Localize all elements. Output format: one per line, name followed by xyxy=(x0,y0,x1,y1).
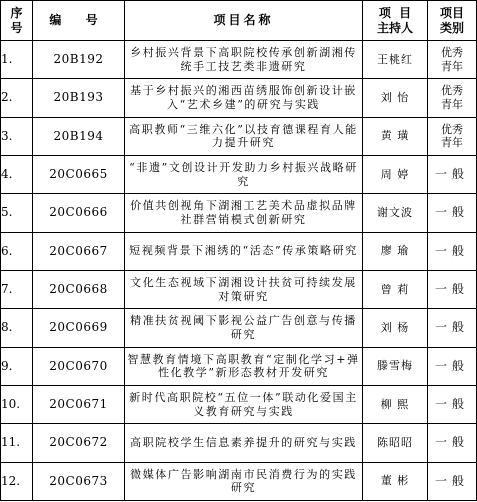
row-title: 价值共创视角下湖湘工艺美术品虚拟品牌社群营销模式创新研究 xyxy=(125,194,363,232)
row-title: 精准扶贫视阈下影视公益广告创意与传播研究 xyxy=(125,309,363,347)
row-category xyxy=(428,347,477,385)
table-row xyxy=(1,194,477,232)
header-category-line2: 类别 xyxy=(439,20,464,35)
table-row xyxy=(1,41,477,79)
row-code: 20B194 xyxy=(33,117,125,155)
header-index-line1: 序 xyxy=(10,5,23,20)
row-category-line: 一般 xyxy=(434,205,469,220)
table-row xyxy=(1,309,477,347)
row-category xyxy=(428,194,477,232)
header-row xyxy=(1,1,477,41)
row-index: 8. xyxy=(1,309,33,347)
row-host: 滕雪梅 xyxy=(363,347,428,385)
header-title: 项目名称 xyxy=(125,1,363,41)
row-index: 6. xyxy=(1,232,33,270)
row-category xyxy=(428,232,477,270)
row-category-line: 一般 xyxy=(434,473,469,488)
row-category-line: 青年 xyxy=(441,59,463,73)
row-title: 乡村振兴背景下高职院校传承创新湖湘传统手工技艺类非遗研究 xyxy=(125,41,363,79)
table-row xyxy=(1,462,477,500)
row-category xyxy=(428,79,477,117)
row-category-line: 一般 xyxy=(434,320,469,335)
row-category-line: 一般 xyxy=(434,358,469,373)
row-index: 7. xyxy=(1,270,33,308)
row-title: 新时代高职院校“五位一体”联动化爱国主义教育研究与实践 xyxy=(125,385,363,423)
table-row xyxy=(1,232,477,270)
table-row xyxy=(1,155,477,193)
row-category xyxy=(428,462,477,500)
row-category-line: 青年 xyxy=(441,136,463,150)
row-category xyxy=(428,309,477,347)
row-index: 4. xyxy=(1,155,33,193)
row-category-line: 优秀 xyxy=(441,84,463,98)
table-row xyxy=(1,424,477,462)
row-index: 11. xyxy=(1,424,33,462)
row-title: 高职教师“三维六化”以技育德课程育人能力提升研究 xyxy=(125,117,363,155)
header-index-line2: 号 xyxy=(10,20,23,35)
row-code: 20C0668 xyxy=(33,270,125,308)
table-row xyxy=(1,117,477,155)
header-host-line2: 主持人 xyxy=(376,20,413,35)
row-code: 20C0666 xyxy=(33,194,125,232)
header-host-line1: 项 目 xyxy=(378,5,412,20)
row-index: 5. xyxy=(1,194,33,232)
row-title: 短视频背景下湘绣的“活态”传承策略研究 xyxy=(125,232,363,270)
row-category-line: 一般 xyxy=(434,243,469,258)
row-category-line: 一般 xyxy=(434,167,469,182)
row-category xyxy=(428,117,477,155)
row-host: 柳 熙 xyxy=(363,385,428,423)
table-row xyxy=(1,79,477,117)
row-title: 文化生态视域下湖湘设计扶贫可持续发展对策研究 xyxy=(125,270,363,308)
row-category-line: 一般 xyxy=(434,397,469,412)
row-category xyxy=(428,424,477,462)
row-host: 陈昭昭 xyxy=(363,424,428,462)
row-title: 微媒体广告影响湖南市民消费行为的实践研究 xyxy=(125,462,363,500)
row-code: 20C0673 xyxy=(33,462,125,500)
row-category xyxy=(428,385,477,423)
row-category xyxy=(428,270,477,308)
row-code: 20C0670 xyxy=(33,347,125,385)
header-index xyxy=(1,1,33,41)
header-host xyxy=(363,1,428,41)
row-index: 1. xyxy=(1,41,33,79)
row-category-line: 一般 xyxy=(434,282,469,297)
row-host: 廖 瑜 xyxy=(363,232,428,270)
row-code: 20B192 xyxy=(33,41,125,79)
table-row xyxy=(1,347,477,385)
row-host: 周 婷 xyxy=(363,155,428,193)
table-body xyxy=(1,41,477,501)
row-code: 20C0672 xyxy=(33,424,125,462)
table-row xyxy=(1,270,477,308)
row-code: 20C0669 xyxy=(33,309,125,347)
row-category-line: 优秀 xyxy=(441,45,463,59)
row-code: 20C0671 xyxy=(33,385,125,423)
row-host: 王桃红 xyxy=(363,41,428,79)
row-index: 12. xyxy=(1,462,33,500)
row-host: 刘 怡 xyxy=(363,79,428,117)
row-code: 20C0665 xyxy=(33,155,125,193)
row-title: 智慧教育情境下高职教育“定制化学习+弹性化教学”新形态教材开发研究 xyxy=(125,347,363,385)
row-code: 20C0667 xyxy=(33,232,125,270)
table-row xyxy=(1,385,477,423)
row-index: 9. xyxy=(1,347,33,385)
row-title: “非遗”文创设计开发助力乡村振兴战略研究 xyxy=(125,155,363,193)
row-category-line: 青年 xyxy=(441,97,463,111)
header-code: 编 号 xyxy=(33,1,125,41)
row-index: 10. xyxy=(1,385,33,423)
row-host: 董 彬 xyxy=(363,462,428,500)
row-category xyxy=(428,41,477,79)
row-host: 曾 莉 xyxy=(363,270,428,308)
row-code: 20B193 xyxy=(33,79,125,117)
row-category xyxy=(428,155,477,193)
header-category xyxy=(428,1,477,41)
row-category-line: 一般 xyxy=(434,435,469,450)
row-title: 基于乡村振兴的湘西苗绣服饰创新设计嵌入“艺术乡建”的研究与实践 xyxy=(125,79,363,117)
row-index: 3. xyxy=(1,117,33,155)
header-category-line1: 项目 xyxy=(439,5,464,20)
row-host: 刘 杨 xyxy=(363,309,428,347)
row-host: 谢文波 xyxy=(363,194,428,232)
row-index: 2. xyxy=(1,79,33,117)
row-host: 黄 璜 xyxy=(363,117,428,155)
row-title: 高职院校学生信息素养提升的研究与实践 xyxy=(125,424,363,462)
row-category-line: 优秀 xyxy=(441,122,463,136)
